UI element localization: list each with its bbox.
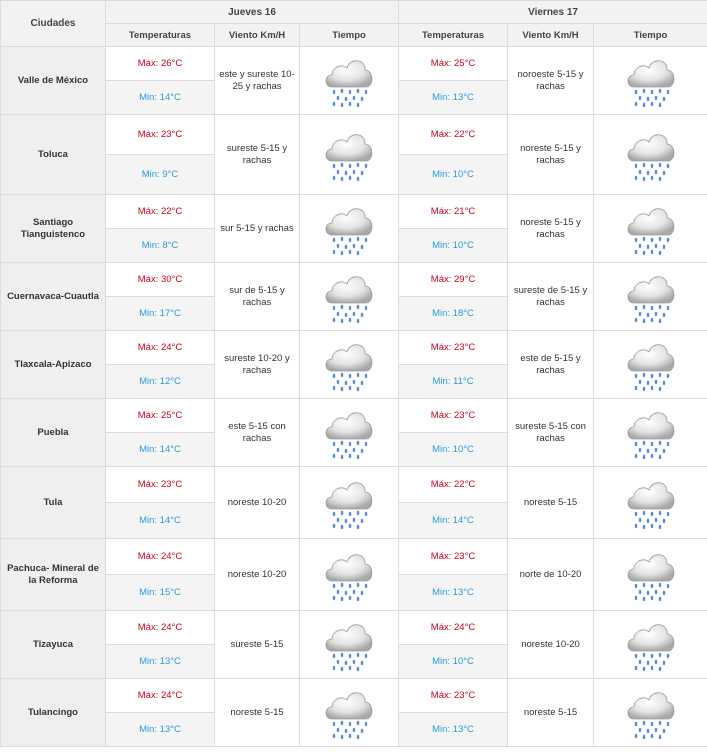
day-header-1: Jueves 16 (106, 1, 399, 24)
header-row-columns (1, 24, 707, 47)
weather-icon-cell (594, 467, 707, 539)
wind-description: noreste 5-15 (215, 679, 300, 747)
cities-header: Ciudades (1, 1, 106, 47)
day-header-2: Viernes 17 (399, 1, 707, 24)
max-temperature: Máx: 26°C (106, 47, 215, 81)
weather-icon-cell (300, 263, 399, 331)
city-name: Santiago Tianguistenco (1, 195, 106, 263)
rain-cloud-icon (598, 127, 703, 183)
max-temperature: Máx: 25°C (106, 399, 215, 433)
city-name: Cuernavaca-Cuautla (1, 263, 106, 331)
weather-icon-cell (300, 611, 399, 679)
min-temperature: Min: 13°C (399, 575, 508, 611)
weather-icon-cell (594, 611, 707, 679)
table-row (1, 331, 707, 365)
weather-header: Tiempo (300, 24, 399, 47)
wind-description: sureste 5-15 (215, 611, 300, 679)
max-temperature: Máx: 23°C (399, 399, 508, 433)
weather-icon-cell (594, 679, 707, 747)
max-temperature: Máx: 24°C (106, 679, 215, 713)
rain-cloud-icon (304, 201, 394, 257)
min-temperature: Min: 10°C (399, 155, 508, 195)
min-temperature: Min: 12°C (106, 365, 215, 399)
wind-description: sureste 5-15 y rachas (215, 115, 300, 195)
min-temperature: Min: 14°C (106, 433, 215, 467)
weather-icon-cell (300, 539, 399, 611)
weather-icon-cell (594, 47, 707, 115)
min-temperature: Min: 13°C (106, 713, 215, 747)
max-temperature: Máx: 24°C (106, 331, 215, 365)
table-row (1, 195, 707, 229)
min-temperature: Min: 14°C (106, 81, 215, 115)
max-temperature: Máx: 22°C (399, 115, 508, 155)
min-temperature: Min: 10°C (399, 433, 508, 467)
weather-icon-cell (594, 539, 707, 611)
table-row (1, 467, 707, 503)
rain-cloud-icon (304, 53, 394, 109)
min-temperature: Min: 15°C (106, 575, 215, 611)
rain-cloud-icon (598, 685, 703, 741)
header-row-days (1, 1, 707, 24)
weather-header: Tiempo (594, 24, 707, 47)
weather-icon-cell (594, 195, 707, 263)
max-temperature: Máx: 25°C (399, 47, 508, 81)
wind-description: este 5-15 con rachas (215, 399, 300, 467)
wind-description: noreste 10-20 (215, 467, 300, 539)
city-name: Tizayuca (1, 611, 106, 679)
city-name: Tulancingo (1, 679, 106, 747)
max-temperature: Máx: 23°C (399, 679, 508, 713)
max-temperature: Máx: 23°C (399, 331, 508, 365)
max-temperature: Máx: 23°C (399, 539, 508, 575)
weather-icon-cell (300, 679, 399, 747)
min-temperature: Min: 18°C (399, 297, 508, 331)
wind-description: noreste 10-20 (215, 539, 300, 611)
weather-icon-cell (300, 399, 399, 467)
min-temperature: Min: 13°C (106, 645, 215, 679)
min-temperature: Min: 10°C (399, 645, 508, 679)
max-temperature: Máx: 22°C (106, 195, 215, 229)
rain-cloud-icon (304, 547, 394, 603)
wind-description: sureste 10-20 y rachas (215, 331, 300, 399)
max-temperature: Máx: 23°C (106, 115, 215, 155)
wind-description: sureste de 5-15 y rachas (508, 263, 594, 331)
weather-icon-cell (594, 399, 707, 467)
rain-cloud-icon (304, 337, 394, 393)
min-temperature: Min: 9°C (106, 155, 215, 195)
rain-cloud-icon (598, 201, 703, 257)
max-temperature: Máx: 21°C (399, 195, 508, 229)
max-temperature: Máx: 29°C (399, 263, 508, 297)
min-temperature: Min: 14°C (399, 503, 508, 539)
wind-description: noroeste 5-15 y rachas (508, 47, 594, 115)
weather-icon-cell (594, 263, 707, 331)
max-temperature: Máx: 24°C (106, 611, 215, 645)
rain-cloud-icon (304, 269, 394, 325)
rain-cloud-icon (598, 547, 703, 603)
max-temperature: Máx: 22°C (399, 467, 508, 503)
wind-description: sur de 5-15 y rachas (215, 263, 300, 331)
min-temperature: Min: 13°C (399, 713, 508, 747)
weather-icon-cell (594, 331, 707, 399)
temperatures-header: Temperaturas (399, 24, 508, 47)
wind-description: sur 5-15 y rachas (215, 195, 300, 263)
wind-description: este de 5-15 y rachas (508, 331, 594, 399)
weather-icon-cell (300, 115, 399, 195)
rain-cloud-icon (598, 617, 703, 673)
wind-description: sureste 5-15 con rachas (508, 399, 594, 467)
rain-cloud-icon (304, 127, 394, 183)
rain-cloud-icon (598, 53, 703, 109)
rain-cloud-icon (304, 405, 394, 461)
table-row (1, 47, 707, 81)
city-name: Tula (1, 467, 106, 539)
wind-description: noreste 5-15 (508, 467, 594, 539)
wind-description: noreste 5-15 (508, 679, 594, 747)
table-row (1, 539, 707, 575)
table-row (1, 611, 707, 645)
min-temperature: Min: 8°C (106, 229, 215, 263)
rain-cloud-icon (304, 475, 394, 531)
rain-cloud-icon (598, 337, 703, 393)
rain-cloud-icon (304, 685, 394, 741)
wind-description: este y sureste 10-25 y rachas (215, 47, 300, 115)
weather-icon-cell (300, 47, 399, 115)
weather-icon-cell (300, 195, 399, 263)
city-name: Tlaxcala-Apizaco (1, 331, 106, 399)
weather-icon-cell (300, 467, 399, 539)
rain-cloud-icon (598, 405, 703, 461)
table-row (1, 679, 707, 713)
wind-description: norte de 10-20 (508, 539, 594, 611)
table-row (1, 115, 707, 155)
min-temperature: Min: 13°C (399, 81, 508, 115)
city-name: Toluca (1, 115, 106, 195)
wind-header: Viento Km/H (508, 24, 594, 47)
min-temperature: Min: 17°C (106, 297, 215, 331)
weather-icon-cell (594, 115, 707, 195)
min-temperature: Min: 11°C (399, 365, 508, 399)
rain-cloud-icon (598, 269, 703, 325)
min-temperature: Min: 10°C (399, 229, 508, 263)
max-temperature: Máx: 24°C (399, 611, 508, 645)
max-temperature: Máx: 24°C (106, 539, 215, 575)
city-name: Valle de México (1, 47, 106, 115)
wind-header: Viento Km/H (215, 24, 300, 47)
temperatures-header: Temperaturas (106, 24, 215, 47)
max-temperature: Máx: 30°C (106, 263, 215, 297)
table-row (1, 263, 707, 297)
city-name: Puebla (1, 399, 106, 467)
rain-cloud-icon (598, 475, 703, 531)
weather-icon-cell (300, 331, 399, 399)
wind-description: noreste 5-15 y rachas (508, 195, 594, 263)
wind-description: noreste 5-15 y rachas (508, 115, 594, 195)
city-name: Pachuca- Mineral de la Reforma (1, 539, 106, 611)
table-row (1, 399, 707, 433)
rain-cloud-icon (304, 617, 394, 673)
wind-description: noreste 10-20 (508, 611, 594, 679)
min-temperature: Min: 14°C (106, 503, 215, 539)
max-temperature: Máx: 23°C (106, 467, 215, 503)
